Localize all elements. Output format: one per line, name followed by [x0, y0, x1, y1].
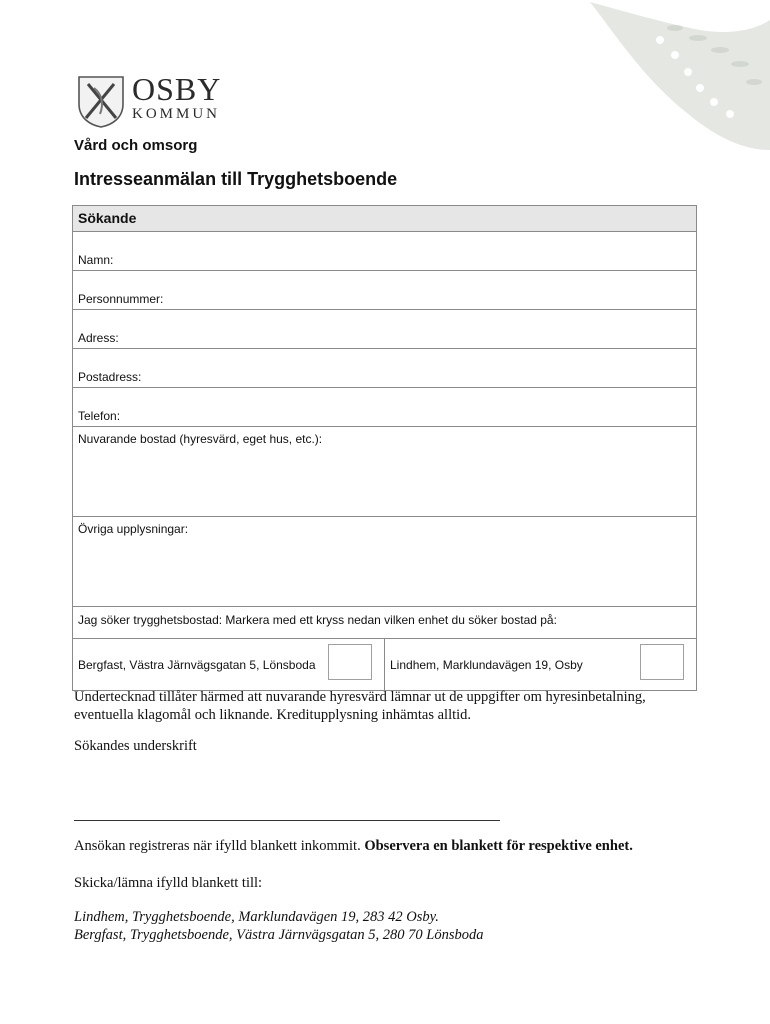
postal-address-row [73, 348, 696, 387]
bergfast-label: Bergfast, Västra Järnvägsgatan 5, Lönsboda [78, 658, 316, 672]
lindhem-checkbox[interactable] [640, 644, 684, 680]
registration-note [74, 838, 633, 855]
other-info-field[interactable] [78, 539, 690, 601]
address-row [73, 309, 696, 348]
logo-subtitle: KOMMUN [132, 106, 221, 122]
address-label: Adress: [78, 331, 119, 345]
name-field[interactable] [183, 249, 690, 267]
address-field[interactable] [183, 327, 690, 345]
send-to-label: Skicka/lämna ifylld blankett till: [74, 875, 263, 891]
department-heading: Vård och omsorg [74, 137, 198, 154]
consent-text: Undertecknad tillåter härmed att nuvarande hyresvärd lämnar ut de uppgifter om hyresinbetalning, eventuella klagomål och liknande. Kreditupplysning inhämtas alltid. [74, 689, 646, 723]
current-housing-field[interactable] [78, 449, 690, 511]
phone-label: Telefon: [78, 409, 121, 423]
bergfast-option [73, 639, 384, 690]
postal-address-field[interactable] [183, 366, 690, 384]
personal-number-field[interactable] [183, 288, 690, 306]
logo-name: OSBY [132, 71, 222, 107]
section-header [73, 206, 696, 231]
form-title: Intresseanmälan till Trygghetsboende [74, 169, 398, 189]
osby-kommun-logo [76, 71, 222, 128]
bergfast-checkbox[interactable] [328, 644, 372, 680]
lindhem-label: Lindhem, Marklundavägen 19, Osby [390, 658, 583, 672]
registration-text: Ansökan registreras när ifylld blankett inkommit. [74, 838, 365, 854]
other-info-label: Övriga upplysningar: [78, 522, 189, 536]
signature-field[interactable] [74, 796, 504, 820]
unit-instruction-row [73, 606, 696, 638]
signature-label: Sökandes underskrift [74, 738, 197, 754]
personal-number-row [73, 270, 696, 309]
coat-of-arms-icon [76, 74, 126, 128]
name-label: Namn: [78, 253, 114, 267]
personal-number-label: Personnummer: [78, 292, 164, 306]
lindhem-option [384, 639, 696, 690]
section-header-label: Sökande [78, 210, 137, 226]
application-form [72, 205, 697, 691]
current-housing-label: Nuvarande bostad (hyresvärd, eget hus, etc.): [78, 432, 323, 446]
current-housing-row [73, 426, 696, 516]
signature-line [74, 820, 500, 821]
name-row [73, 231, 696, 270]
other-info-row [73, 516, 696, 606]
corner-decoration [580, 0, 770, 160]
phone-field[interactable] [183, 405, 690, 423]
phone-row [73, 387, 696, 426]
unit-instruction-text: Jag söker trygghetsbostad: Markera med ett kryss nedan vilken enhet du söker bostad på: [78, 613, 557, 627]
postal-address-label: Postadress: [78, 370, 142, 384]
address-bergfast: Bergfast, Trygghetsboende, Västra Järnvägsgatan 5, 280 70 Lönsboda [74, 927, 484, 943]
address-lindhem: Lindhem, Trygghetsboende, Marklundavägen 19, 283 42 Osby. [74, 909, 439, 925]
registration-emphasis: Observera en blankett för respektive enhet. [364, 838, 633, 854]
unit-choices-row [73, 638, 696, 690]
